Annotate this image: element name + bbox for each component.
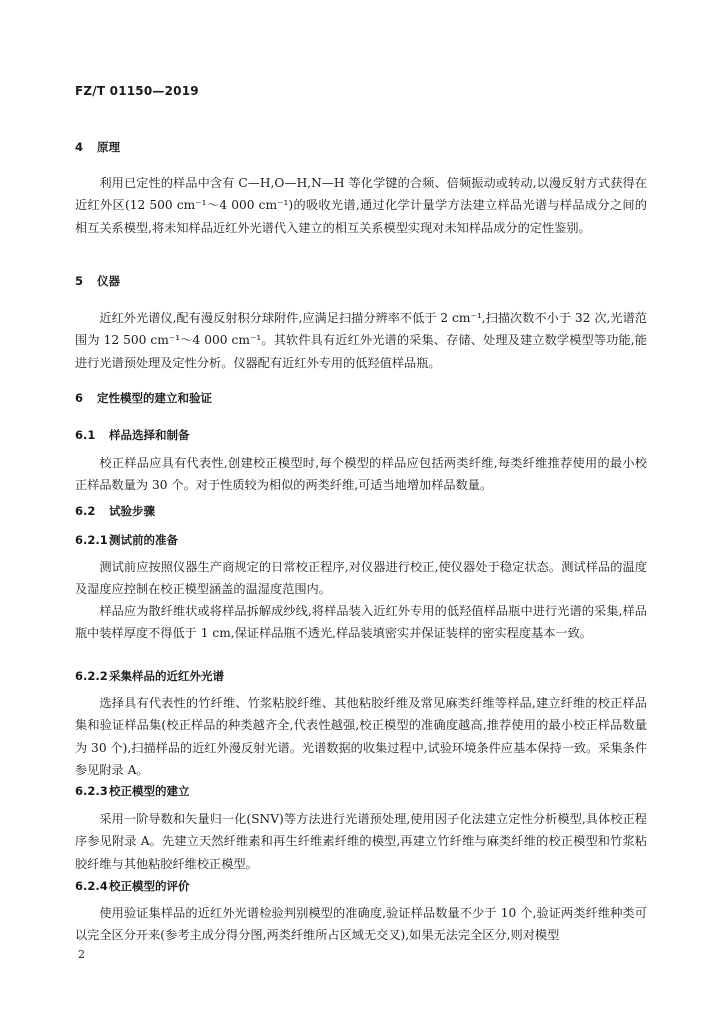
paragraph-sample-loading: 样品应为散纤维状或将样品拆解成纱线,将样品装入近红外专用的低羟值样品瓶中进行光谱的采集,样品瓶中装样厚度不得低于 1 cm,保证样品瓶不透光,样品装填密实并保证装样的密实程度基本一致。 xyxy=(75,604,647,641)
heading-number: 6 xyxy=(75,391,84,405)
paragraph-sample-selection: 校正样品应具有代表性,创建校正模型时,每个模型的样品应包括两类纤维,每类纤维推荐使用的最小校正样品数量为 30 个。对于性质较为相似的两类纤维,可适当地增加样品数量。 xyxy=(75,456,647,493)
heading-title: 仪器 xyxy=(97,274,120,288)
heading-6-2-4 xyxy=(75,878,190,894)
heading-6-2-1 xyxy=(75,532,178,548)
heading-5 xyxy=(75,273,120,289)
heading-number: 4 xyxy=(75,140,84,154)
heading-6-1 xyxy=(75,427,190,443)
paragraph-model-building: 采用一阶导数和矢量归一化(SNV)等方法进行光谱预处理,使用因子化法建立定性分析模型,具体校正程序参见附录 A。先建立天然纤维素和再生纤维素纤维的模型,再建立竹纤维与麻类纤维的校正模型和竹浆粘胶纤维与其他粘胶纤维校正模型。 xyxy=(75,812,647,871)
heading-number: 6.1 xyxy=(75,428,96,442)
heading-6-2-2 xyxy=(75,668,224,684)
heading-number: 6.2.2 xyxy=(75,669,108,683)
heading-number: 6.2 xyxy=(75,504,96,518)
heading-title: 原理 xyxy=(97,140,120,154)
heading-title: 样品选择和制备 xyxy=(109,428,190,442)
heading-title: 采集样品的近红外光谱 xyxy=(109,669,224,683)
heading-6-2-3 xyxy=(75,783,190,799)
heading-title: 定性模型的建立和验证 xyxy=(97,391,212,405)
heading-6-2 xyxy=(75,503,155,519)
heading-title: 试验步骤 xyxy=(109,504,155,518)
heading-number: 6.2.4 xyxy=(75,879,108,893)
heading-number: 6.2.3 xyxy=(75,784,108,798)
heading-4 xyxy=(75,139,120,155)
heading-number: 6.2.1 xyxy=(75,533,108,547)
paragraph-spectrum-collection: 选择具有代表性的竹纤维、竹浆粘胶纤维、其他粘胶纤维及常见麻类纤维等样品,建立纤维的校正样品集和验证样品集(校正样品的种类越齐全,代表性越强,校正模型的准确度越高,推荐使用的最小校正样品数量为 30 个),扫描样品的近红外漫反射光谱。光谱数据的收集过程中,试验环境条件应基本保持一致。采集条件参见附录 A。 xyxy=(75,696,648,778)
heading-title: 测试前的准备 xyxy=(109,533,178,547)
heading-6 xyxy=(75,390,212,406)
heading-title: 校正模型的建立 xyxy=(109,784,190,798)
standard-code: FZ/T 01150—2019 xyxy=(75,84,199,98)
paragraph-principle: 利用已定性的样品中含有 C—H,O—H,N—H 等化学键的合频、倍频振动或转动,以漫反射方式获得在近红外区(12 500 cm⁻¹～4 000 cm⁻¹)的吸收光谱,通过化学计量学方法建立样品光谱与样品成分之间的相互关系模型,将未知样品近红外光谱代入建立的相互关系模型实现对未知样品成分的定性鉴别。 xyxy=(75,176,647,235)
heading-title: 校正模型的评价 xyxy=(109,879,190,893)
page-number: 2 xyxy=(78,948,85,961)
paragraph-pre-test: 测试前应按照仪器生产商规定的日常校正程序,对仪器进行校正,使仪器处于稳定状态。测试样品的温度及湿度应控制在校正模型涵盖的温湿度范围内。 xyxy=(75,560,647,597)
paragraph-model-evaluation: 使用验证集样品的近红外光谱检验判别模型的准确度,验证样品数量不少于 10 个,验证两类纤维种类可以完全区分开来(参考主成分得分图,两类纤维所占区域无交叉),如果无法完全区分,则对模型 xyxy=(75,906,647,943)
paragraph-instrument: 近红外光谱仪,配有漫反射积分球附件,应满足扫描分辨率不低于 2 cm⁻¹,扫描次数不小于 32 次,光谱范围为 12 500 cm⁻¹～4 000 cm⁻¹。其软件具有近红外光谱的采集、存储、处理及建立数学模型等功能,能进行光谱预处理及定性分析。仪器配有近红外专用的低羟值样品瓶。 xyxy=(75,311,647,370)
heading-number: 5 xyxy=(75,274,84,288)
